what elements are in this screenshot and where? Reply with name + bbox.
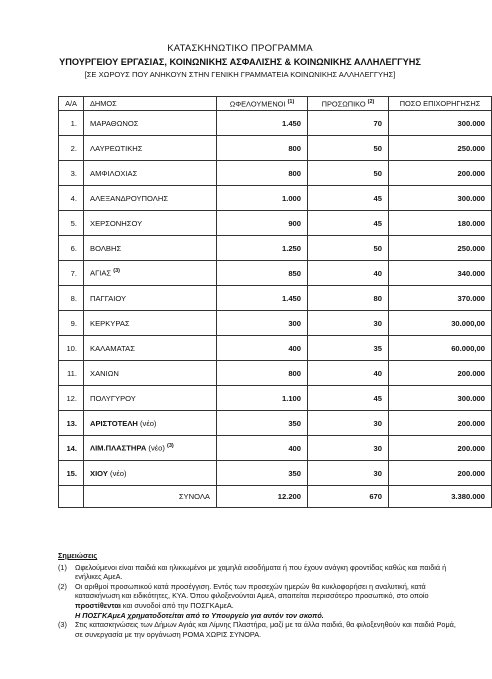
cell-poso: 250.000 (389, 136, 492, 161)
cell-prosopiko: 35 (308, 336, 389, 361)
total-poso: 3.380.000 (389, 486, 492, 508)
note-text: Οι αριθμοί προσωπικού κατά προσέγγιση. Εντός των προσεχών ημερών θα κυκλοφορήσει η αναλυτική, κατά κατασκήνωση και ειδικότητες, ΚΥΑ. Όπου φιλοξενούνται ΑμεΑ, απαιτείται περισσότερο προσωπικό, στο οποίο (75, 581, 429, 601)
cell-ofeloumenoi: 350 (217, 411, 308, 436)
total-prosopiko: 670 (308, 486, 389, 508)
cell-prosopiko: 45 (308, 386, 389, 411)
cell-dimos: ΧΑΝΙΩΝ (84, 361, 217, 386)
cell-prosopiko: 50 (308, 161, 389, 186)
cell-aa: 8. (59, 286, 84, 311)
cell-prosopiko: 40 (308, 361, 389, 386)
cell-prosopiko: 80 (308, 286, 389, 311)
footnote-ref: (1) (287, 98, 295, 105)
table-row (59, 436, 492, 461)
cell-poso: 200.000 (389, 361, 492, 386)
cell-poso: 300.000 (389, 386, 492, 411)
note-text: Στις κατασκηνώσεις των Δήμων Αγιάς και Λίμνης Πλαστήρα, μαζί με τα άλλα παιδιά, θα φιλοξενηθούν και παιδιά Ρομά, σε συνεργασία με την οργάνωση ΡΟΜΑ ΧΩΡΙΣ ΣΥΝΟΡΑ. (75, 620, 456, 639)
cell-prosopiko: 70 (308, 111, 389, 136)
cell-poso: 250.000 (389, 236, 492, 261)
cell-dimos: ΑΡΙΣΤΟΤΕΛΗ (νέο) (84, 411, 217, 436)
cell-dimos: ΑΛΕΞΑΝΔΡΟΥΠΟΛΗΣ (84, 186, 217, 211)
table-row (59, 236, 492, 261)
cell-ofeloumenoi: 400 (217, 336, 308, 361)
cell-prosopiko: 45 (308, 211, 389, 236)
cell-ofeloumenoi: 850 (217, 261, 308, 286)
cell-ofeloumenoi: 800 (217, 161, 308, 186)
note-text-bold: προστίθενται (75, 600, 121, 610)
cell-poso: 30.000,00 (389, 311, 492, 336)
total-ofeloumenoi: 12.200 (217, 486, 308, 508)
grant-table (58, 96, 492, 508)
cell-dimos: ΧΕΡΣΟΝΗΣΟΥ (84, 211, 217, 236)
cell-aa: 3. (59, 161, 84, 186)
table-row (59, 386, 492, 411)
note-3 (58, 620, 458, 639)
cell-ofeloumenoi: 1.100 (217, 386, 308, 411)
note-2 (58, 582, 458, 620)
cell-dimos: ΚΕΡΚΥΡΑΣ (84, 311, 217, 336)
cell-ofeloumenoi: 1.000 (217, 186, 308, 211)
footnote-ref: (2) (367, 98, 375, 105)
header-dimos: ΔΗΜΟΣ (84, 97, 217, 111)
cell-dimos: ΛΙΜ.ΠΛΑΣΤΗΡΑ (νέο) $^{(3)}$ (84, 436, 217, 461)
table-row (59, 461, 492, 486)
cell-aa: 13. (59, 411, 84, 436)
cell-prosopiko: 30 (308, 311, 389, 336)
header-poso: ΠΟΣΟ ΕΠΙΧΟΡΗΓΗΣΗΣ (389, 97, 492, 111)
cell-aa: 5. (59, 211, 84, 236)
header-prosopiko: ΠΡΟΣΩΠΙΚΟ $^{(2)}$ (308, 97, 389, 111)
cell-ofeloumenoi: 800 (217, 136, 308, 161)
notes-section (58, 551, 458, 639)
table-row (59, 161, 492, 186)
cell-prosopiko: 40 (308, 261, 389, 286)
note-number: (1) (58, 562, 67, 572)
cell-prosopiko: 30 (308, 461, 389, 486)
footnote-ref: (3) (167, 443, 174, 450)
cell-aa: 2. (59, 136, 84, 161)
cell-dimos: ΑΜΦΙΛΟΧΙΑΣ (84, 161, 217, 186)
cell-aa: 6. (59, 236, 84, 261)
cell-aa: 4. (59, 186, 84, 211)
cell-dimos: ΒΟΛΒΗΣ (84, 236, 217, 261)
cell-ofeloumenoi: 1.450 (217, 286, 308, 311)
cell-aa: 9. (59, 311, 84, 336)
table-row (59, 186, 492, 211)
cell-dimos: ΑΓΙΑΣ $^{(3)}$ (84, 261, 217, 286)
cell-aa: 7. (59, 261, 84, 286)
cell-dimos: ΛΑΥΡΕΩΤΙΚΗΣ (84, 136, 217, 161)
cell-ofeloumenoi: 350 (217, 461, 308, 486)
cell-dimos: ΠΟΛΥΓΥΡΟΥ (84, 386, 217, 411)
table-row (59, 311, 492, 336)
footnote-ref: (3) (113, 268, 120, 275)
table-row (59, 211, 492, 236)
cell-prosopiko: 30 (308, 436, 389, 461)
cell-poso: 180.000 (389, 211, 492, 236)
cell-ofeloumenoi: 1.450 (217, 111, 308, 136)
table-row (59, 111, 492, 136)
table-total-row (59, 486, 492, 508)
cell-aa: 12. (59, 386, 84, 411)
cell-ofeloumenoi: 900 (217, 211, 308, 236)
table-row (59, 136, 492, 161)
cell-aa: 11. (59, 361, 84, 386)
cell-poso: 60.000,00 (389, 336, 492, 361)
table-row (59, 261, 492, 286)
cell-aa: 1. (59, 111, 84, 136)
table-row (59, 411, 492, 436)
cell-poso: 200.000 (389, 161, 492, 186)
note-text: και συνοδοί από την ΠΟΣΓΚΑμεΑ. (120, 600, 234, 610)
total-label: ΣΥΝΟΛΑ (84, 486, 217, 508)
cell-empty (59, 486, 84, 508)
note-text: Ωφελούμενοι είναι παιδιά και ηλικιωμένοι με χαμηλά εισοδήματα ή που έχουν ανάγκη φροντίδας καθώς και παιδιά ή ενήλικες ΑμεΑ. (75, 562, 447, 582)
note-text-bold-italic: Η ΠΟΣΓΚΑμεΑ χρηματοδοτείται από το Υπουργείο για αυτόν τον σκοπό. (75, 610, 324, 620)
note-number: (2) (58, 581, 67, 591)
cell-ofeloumenoi: 800 (217, 361, 308, 386)
cell-poso: 300.000 (389, 186, 492, 211)
cell-aa: 14. (59, 436, 84, 461)
cell-aa: 10. (59, 336, 84, 361)
cell-dimos: ΜΑΡΑΘΩΝΟΣ (84, 111, 217, 136)
table-row (59, 336, 492, 361)
header-aa: Α/Α (59, 97, 84, 111)
document-subtitle: ΥΠΟΥΡΓΕΙΟΥ ΕΡΓΑΣΙΑΣ, ΚΟΙΝΩΝΙΚΗΣ ΑΣΦΑΛΙΣΗΣ & ΚΟΙΝΩΝΙΚΗΣ ΑΛΛΗΛΕΓΓΥΗΣ (59, 57, 421, 67)
cell-poso: 200.000 (389, 411, 492, 436)
notes-heading: Σημειώσεις (58, 551, 98, 560)
table-header-row (59, 97, 492, 111)
cell-poso: 200.000 (389, 436, 492, 461)
cell-poso: 340.000 (389, 261, 492, 286)
cell-poso: 370.000 (389, 286, 492, 311)
cell-dimos: ΠΑΓΓΑΙΟΥ (84, 286, 217, 311)
cell-ofeloumenoi: 400 (217, 436, 308, 461)
note-1 (58, 563, 458, 582)
cell-poso: 200.000 (389, 461, 492, 486)
table-row (59, 286, 492, 311)
note-number: (3) (58, 620, 67, 630)
cell-ofeloumenoi: 300 (217, 311, 308, 336)
cell-prosopiko: 50 (308, 236, 389, 261)
cell-poso: 300.000 (389, 111, 492, 136)
cell-dimos: ΧΙΟΥ (νέο) (84, 461, 217, 486)
cell-prosopiko: 45 (308, 186, 389, 211)
table-row (59, 361, 492, 386)
document-title: ΚΑΤΑΣΚΗΝΩΤΙΚΟ ΠΡΟΓΡΑΜΜΑ (167, 43, 313, 54)
cell-aa: 15. (59, 461, 84, 486)
header-ofeloumenoi: ΩΦΕΛΟΥΜΕΝΟΙ $^{(1)}$ (217, 97, 308, 111)
cell-ofeloumenoi: 1.250 (217, 236, 308, 261)
cell-prosopiko: 30 (308, 411, 389, 436)
cell-dimos: ΚΑΛΑΜΑΤΑΣ (84, 336, 217, 361)
document-subtitle-bracket: [ΣΕ ΧΩΡΟΥΣ ΠΟΥ ΑΝΗΚΟΥΝ ΣΤΗΝ ΓΕΝΙΚΗ ΓΡΑΜΜΑΤΕΙΑ ΚΟΙΝΩΝΙΚΗΣ ΑΛΛΗΛΕΓΓΥΗΣ] (84, 70, 396, 79)
cell-prosopiko: 50 (308, 136, 389, 161)
